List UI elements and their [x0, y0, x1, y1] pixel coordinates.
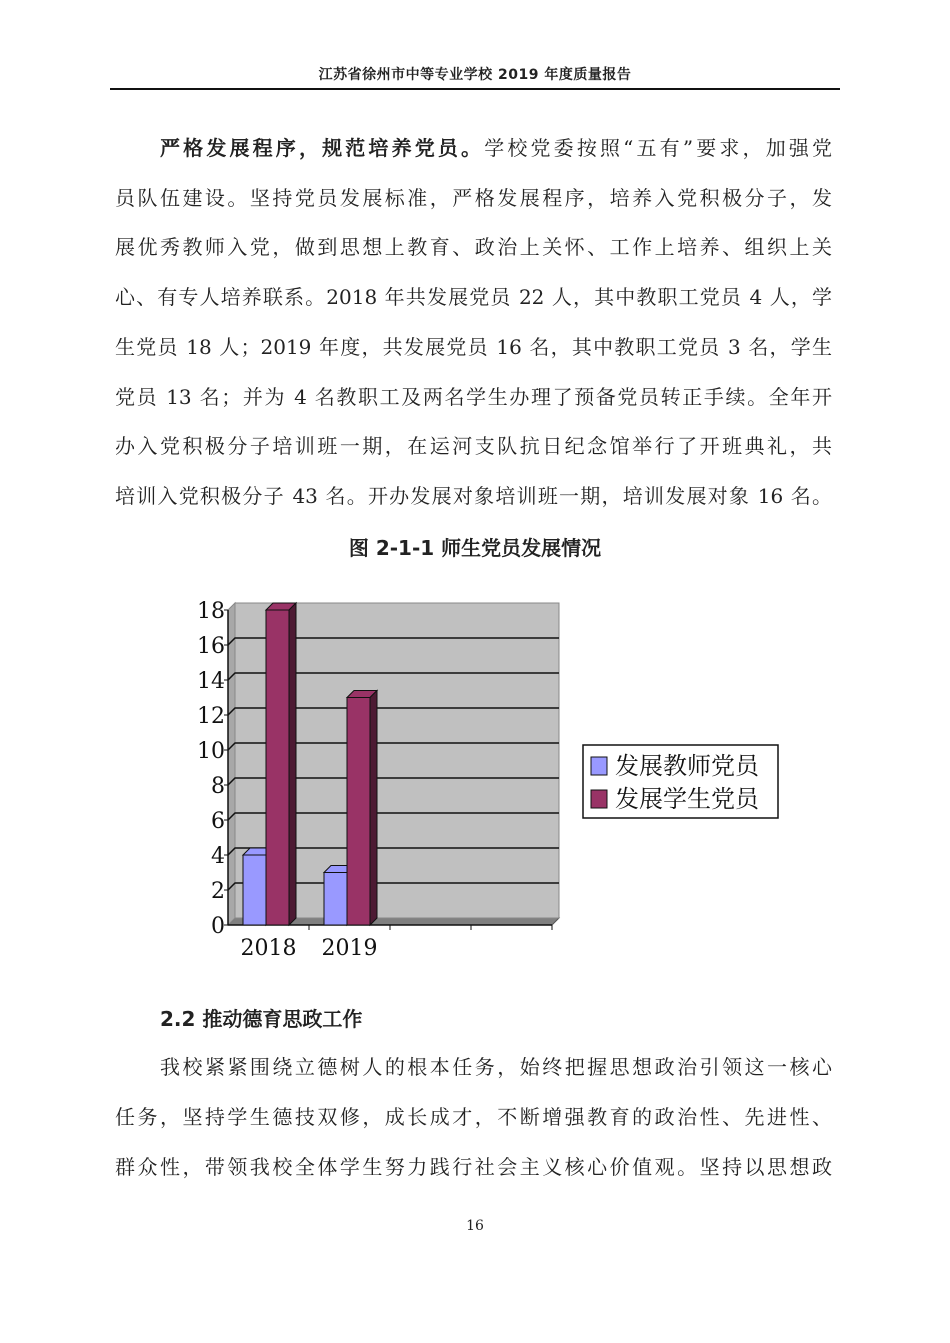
y-tick-label: 16 [197, 634, 225, 659]
bar-chart [190, 590, 790, 970]
y-tick-label: 14 [197, 669, 225, 694]
y-tick-label: 12 [197, 704, 225, 729]
bar-front [243, 855, 266, 925]
y-tick-label: 2 [211, 879, 225, 904]
paragraph-line: 生党员 18 人；2019 年度，共发展党员 16 名，其中教职工党员 3 名，学生 [115, 335, 832, 359]
figure-caption: 图 2-1-1 师生党员发展情况 [348, 536, 602, 560]
paragraph-lead: 严格发展程序，规范培养党员。 [160, 136, 485, 160]
bar-发展学生党员-2019 [347, 691, 377, 926]
x-tick-label: 2019 [321, 936, 378, 961]
bar-发展学生党员-2018 [266, 603, 296, 925]
paragraph-text: 学校党委按照“五有”要求，加强党 [484, 136, 833, 160]
legend-swatch [591, 790, 607, 808]
y-tick-label: 10 [197, 739, 225, 764]
paragraph-line: 员队伍建设。坚持党员发展标准，严格发展程序，培养入党积极分子，发 [115, 186, 832, 210]
x-tick-label: 2018 [240, 936, 297, 961]
bar-front [347, 698, 370, 926]
paragraph-line: 办入党积极分子培训班一期，在运河支队抗日纪念馆举行了开班典礼，共 [115, 434, 832, 458]
paragraph-line: 心、有专人培养联系。2018 年共发展党员 22 人，其中教职工党员 4 人，学 [115, 285, 832, 309]
header-rule [110, 88, 840, 90]
legend-swatch [591, 757, 607, 775]
paragraph-line: 群众性，带领我校全体学生努力践行社会主义核心价值观。坚持以思想政 [115, 1155, 832, 1179]
legend-label: 发展教师党员 [615, 752, 759, 780]
paragraph-line: 培训入党积极分子 43 名。开办发展对象培训班一期，培训发展对象 16 名。 [115, 484, 832, 508]
y-tick-label: 18 [197, 599, 225, 624]
section-heading: 2.2 推动德育思政工作 [160, 1007, 363, 1031]
paragraph-line: 展优秀教师入党，做到思想上教育、政治上关怀、工作上培养、组织上关 [115, 235, 832, 259]
bar-front [324, 873, 347, 926]
paragraph-line: 任务，坚持学生德技双修，成长成才，不断增强教育的政治性、先进性、 [115, 1105, 832, 1129]
page-number: 16 [466, 1218, 484, 1234]
y-tick-label: 4 [211, 844, 225, 869]
page-header: 江苏省徐州市中等专业学校 2019 年度质量报告 [318, 67, 632, 83]
paragraph-line: 我校紧紧围绕立德树人的根本任务，始终把握思想政治引领这一核心 [160, 1055, 832, 1079]
bar-front [266, 610, 289, 925]
bar-side [370, 691, 377, 926]
paragraph-line [160, 133, 832, 163]
y-tick-label: 8 [211, 774, 225, 799]
y-tick-label: 6 [211, 809, 225, 834]
y-tick-label: 0 [211, 914, 225, 939]
paragraph-line: 党员 13 名；并为 4 名教职工及两名学生办理了预备党员转正手续。全年开 [115, 385, 832, 409]
legend-label: 发展学生党员 [615, 785, 759, 813]
bar-side [289, 603, 296, 925]
chart-side-wall [228, 603, 235, 925]
